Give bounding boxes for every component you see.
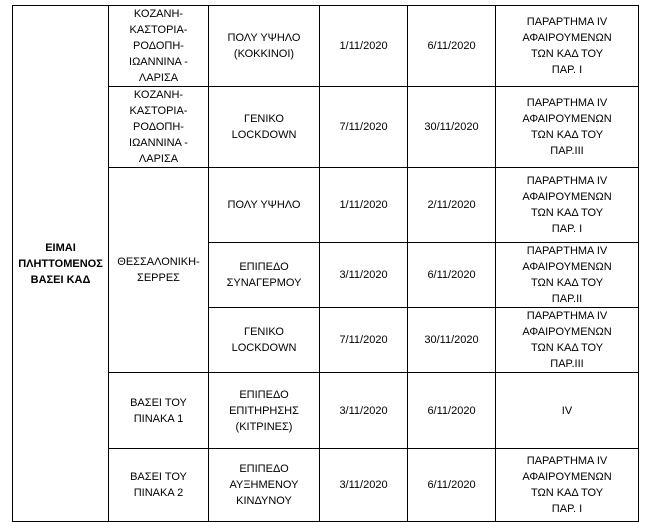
start-date-cell: 1/11/2020: [320, 168, 408, 243]
region-cell: ΚΟΖΑΝΗ- ΚΑΣΤΟΡΙΑ- ΡΟΔΟΠΗ- ΙΩΑΝΝΙΝΑ - ΛΑΡΙΣΑ: [109, 87, 209, 168]
region-cell: ΚΟΖΑΝΗ- ΚΑΣΤΟΡΙΑ- ΡΟΔΟΠΗ- ΙΩΑΝΝΙΝΑ - ΛΑΡΙΣΑ: [109, 6, 209, 87]
start-date-cell: 7/11/2020: [320, 308, 408, 373]
end-date-cell: 6/11/2020: [408, 373, 496, 449]
end-date-cell: 30/11/2020: [408, 308, 496, 373]
start-date-cell: 3/11/2020: [320, 243, 408, 308]
start-date-cell: 1/11/2020: [320, 6, 408, 87]
end-date-cell: 6/11/2020: [408, 449, 496, 522]
level-cell: ΕΠΙΠΕΔΟ ΕΠΙΤΗΡΗΣΗΣ (ΚΙΤΡΙΝΕΣ): [209, 373, 320, 449]
end-date-cell: 6/11/2020: [408, 6, 496, 87]
annex-cell: ΠΑΡΑΡΤΗΜΑ IV ΑΦΑΙΡΟΥΜΕΝΩΝ ΤΩΝ ΚΑΔ ΤΟΥ ΠΑΡ. Ι: [496, 168, 639, 243]
annex-cell: ΠΑΡΑΡΤΗΜΑ IV ΑΦΑΙΡΟΥΜΕΝΩΝ ΤΩΝ ΚΑΔ ΤΟΥ ΠΑΡ. Ι: [496, 449, 639, 522]
table-row: [13, 6, 639, 87]
start-date-cell: 3/11/2020: [320, 373, 408, 449]
start-date-cell: 7/11/2020: [320, 87, 408, 168]
level-cell: ΠΟΛΥ ΥΨΗΛΟ: [209, 168, 320, 243]
kad-table: [12, 5, 639, 522]
annex-cell: IV: [496, 373, 639, 449]
annex-cell: ΠΑΡΑΡΤΗΜΑ IV ΑΦΑΙΡΟΥΜΕΝΩΝ ΤΩΝ ΚΑΔ ΤΟΥ ΠΑΡ.ΙΙΙ: [496, 87, 639, 168]
end-date-cell: 6/11/2020: [408, 243, 496, 308]
annex-cell: ΠΑΡΑΡΤΗΜΑ IV ΑΦΑΙΡΟΥΜΕΝΩΝ ΤΩΝ ΚΑΔ ΤΟΥ ΠΑΡ.ΙΙ: [496, 243, 639, 308]
level-cell: ΓΕΝΙΚΟ LOCKDOWN: [209, 87, 320, 168]
level-cell: ΠΟΛΥ ΥΨΗΛΟ (ΚΟΚΚΙΝΟΙ): [209, 6, 320, 87]
document-page: [12, 5, 638, 515]
annex-cell: ΠΑΡΑΡΤΗΜΑ IV ΑΦΑΙΡΟΥΜΕΝΩΝ ΤΩΝ ΚΑΔ ΤΟΥ ΠΑΡ.ΙΙΙ: [496, 308, 639, 373]
affected-by-kad-cell: ΕΙΜΑΙ ΠΛΗΤΤΟΜΕΝΟΣ ΒΑΣΕΙ ΚΑΔ: [13, 6, 109, 522]
level-cell: ΕΠΙΠΕΔΟ ΣΥΝΑΓΕΡΜΟΥ: [209, 243, 320, 308]
region-cell: ΒΑΣΕΙ ΤΟΥ ΠΙΝΑΚΑ 2: [109, 449, 209, 522]
end-date-cell: 2/11/2020: [408, 168, 496, 243]
level-cell: ΓΕΝΙΚΟ LOCKDOWN: [209, 308, 320, 373]
end-date-cell: 30/11/2020: [408, 87, 496, 168]
level-cell: ΕΠΙΠΕΔΟ ΑΥΞΗΜΕΝΟΥ ΚΙΝΔΥΝΟΥ: [209, 449, 320, 522]
region-cell: ΒΑΣΕΙ ΤΟΥ ΠΙΝΑΚΑ 1: [109, 373, 209, 449]
region-cell: ΘΕΣΣΑΛΟΝΙΚΗ- ΣΕΡΡΕΣ: [109, 168, 209, 373]
start-date-cell: 3/11/2020: [320, 449, 408, 522]
annex-cell: ΠΑΡΑΡΤΗΜΑ IV ΑΦΑΙΡΟΥΜΕΝΩΝ ΤΩΝ ΚΑΔ ΤΟΥ ΠΑΡ. Ι: [496, 6, 639, 87]
